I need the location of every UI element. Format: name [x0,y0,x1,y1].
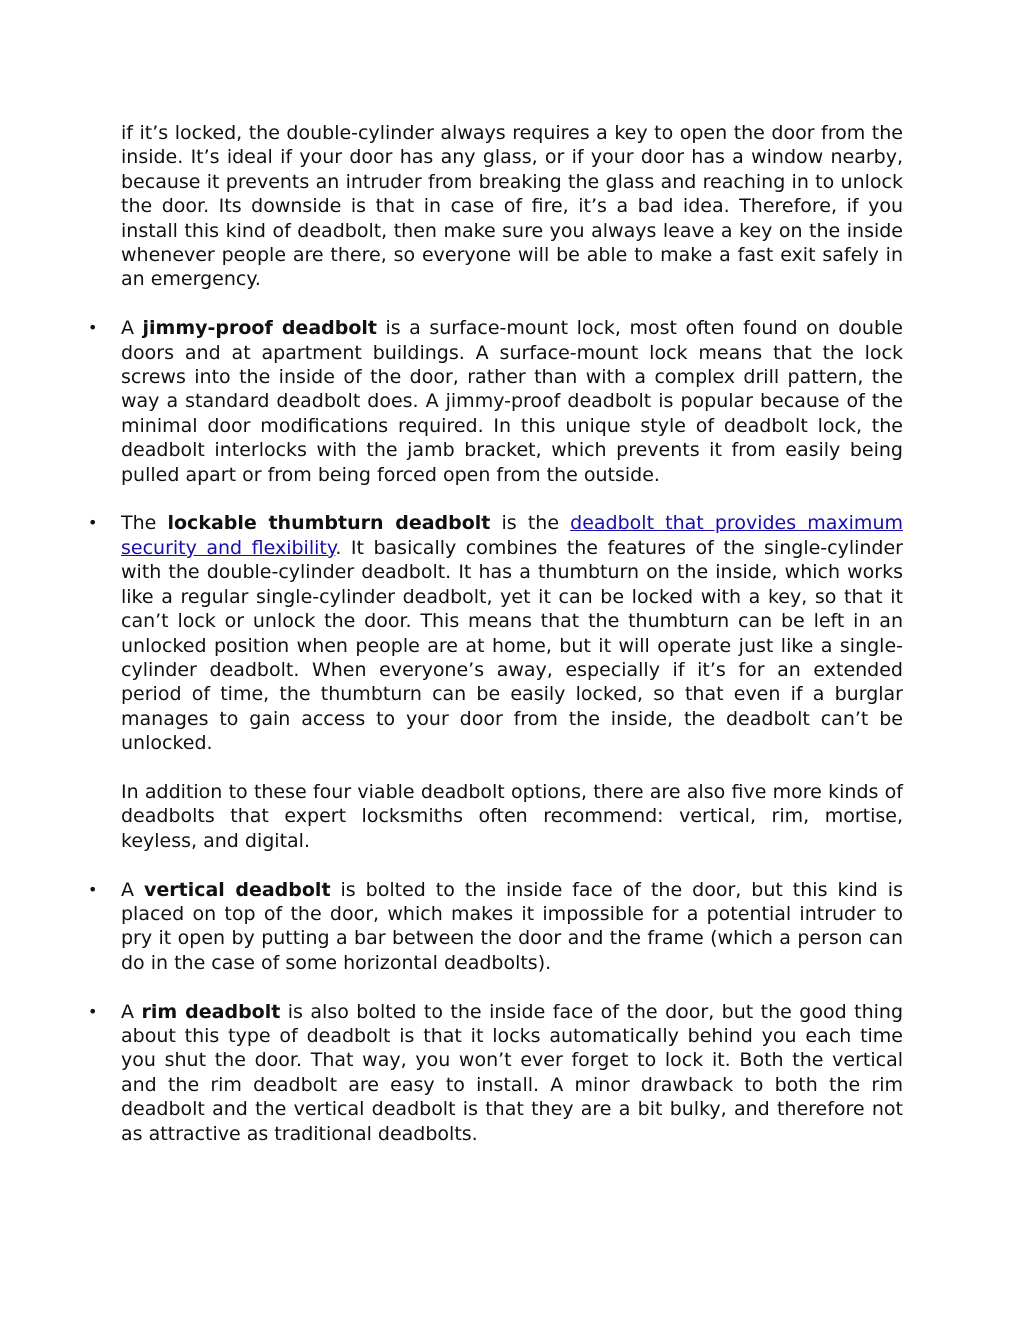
addition-paragraph: In addition to these four viable deadbolt options, there are also five more kinds of deadbolts that expert locksmiths often recommend: vertical, rim, mortise, keyless, and digital. [121,780,903,852]
deadbolt-security-link[interactable]: deadbolt that provides maximum security and flexibility [121,512,903,559]
list-item-rim [88,1000,904,1146]
spacer [121,853,903,877]
bullet-icon: • [88,1001,98,1021]
lead-text: A [121,878,144,901]
term-jimmy-proof-deadbolt: jimmy-proof deadbolt [142,317,377,340]
spacer [121,975,903,999]
spacer [121,487,903,511]
term-vertical-deadbolt: vertical deadbolt [143,878,331,901]
bullet-icon: • [88,513,98,533]
spacer [121,756,903,780]
body-text: is also bolted to the inside face of the door, but the good thing about this type of deadbolt is that it locks automatically behind you each time you shut the door. That way, you won’t ever forget to lock it. Both the vertical and the rim deadbolt are easy to install. A minor drawback to both the rim deadbolt and the vertical deadbolt is that they are a bit bulky, and therefore not as attractive as traditional deadbolts. [121,1000,904,1145]
list-item-jimmy-proof [88,316,904,487]
lead-text: A [121,317,143,340]
bullet-icon: • [88,879,98,899]
intro-paragraph: if it’s locked, the double-cylinder always requires a key to open the door from the inside. It’s ideal if your door has any glass, or if your door has a window nearby, because it prevents an intruder from breaking the glass and reaching in to unlock the door. Its downside is that in case of fire, it’s a bad idea. Therefore, if you install this kind of deadbolt, then make sure you always leave a key on the inside whenever people are there, so everyone will be able to make a fast exit safely in an emergency. [121,122,903,291]
lead-text: The [121,512,168,535]
body-text: . It basically combines the features of the single-cylinder with the double-cylinder deadbolt. It has a thumbturn on the inside, which works like a regular single-cylinder deadbolt, yet it can be locked with a key, so that it can’t lock or unlock the door. This means that the thumbturn can be left in an unlocked position when people are at home, but it will operate just like a single-cylinder deadbolt. When everyone’s away, especially if it’s for an extended period of time, the thumbturn can be easily locked, so that even if a burglar manages to gain access to your door from the inside, the deadbolt can’t be unlocked. [121,536,903,755]
term-rim-deadbolt: rim deadbolt [141,1000,281,1023]
bullet-icon: • [88,318,98,338]
document-page [88,121,904,1146]
mid-text: is the [490,512,571,535]
body-text: is bolted to the inside face of the door, but this kind is placed on top of the door, which makes it impossible for a potential intruder to pry it open by putting a bar between the door and the frame (which a person can do in the case of some horizontal deadbolts). [121,878,903,974]
spacer [121,292,903,316]
list-item-vertical [88,878,903,976]
list-item-lockable-thumbturn [88,511,903,755]
lead-text: A [121,1000,142,1023]
term-lockable-thumbturn-deadbolt: lockable thumbturn deadbolt [167,512,491,535]
body-text: is a surface-mount lock, most often found on double doors and at apartment buildings. A surface-mount lock means that the lock screws into the inside of the door, rather than with a complex drill pattern, the way a standard deadbolt does. A jimmy-proof deadbolt is popular because of the minimal door modifications required. In this unique style of deadbolt lock, the deadbolt interlocks with the jamb bracket, which prevents it from easily being pulled apart or from being forced open from the outside. [121,317,904,486]
